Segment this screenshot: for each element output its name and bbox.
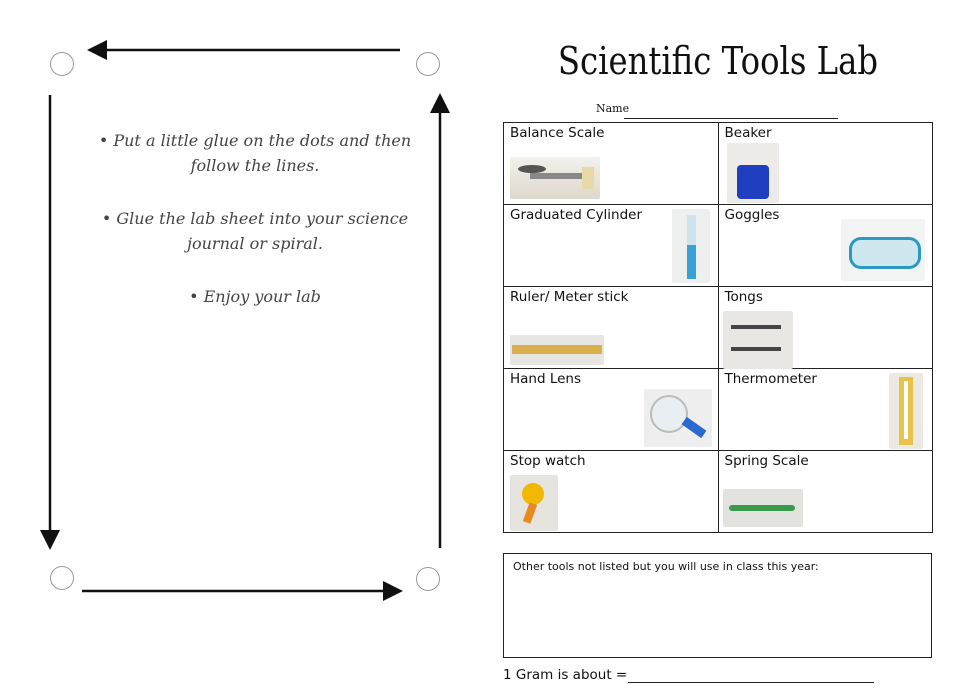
tool-cell: Balance Scale xyxy=(504,123,719,205)
beaker-image xyxy=(727,143,779,203)
name-label: Name xyxy=(596,102,630,115)
gram-answer-field[interactable] xyxy=(628,682,874,683)
stopwatch-image xyxy=(510,475,558,531)
instruction-item: • Enjoy your lab xyxy=(189,287,321,306)
tools-table xyxy=(503,122,933,533)
tool-cell: Tongs xyxy=(718,287,933,369)
tool-cell: Ruler/ Meter stick xyxy=(504,287,719,369)
instruction-item: • Put a little glue on the dots and then follow the lines. xyxy=(98,131,412,175)
tool-cell: Stop watch xyxy=(504,451,719,533)
tool-cell: Hand Lens xyxy=(504,369,719,451)
tool-cell: Thermometer xyxy=(718,369,933,451)
tool-cell: Graduated Cylinder xyxy=(504,205,719,287)
balance-scale-image xyxy=(510,157,600,199)
spring-scale-image xyxy=(723,489,803,527)
graduated-cylinder-image xyxy=(672,209,710,283)
tool-cell: Spring Scale xyxy=(718,451,933,533)
tongs-image xyxy=(723,311,793,369)
hand-lens-image xyxy=(644,389,712,447)
tool-cell: Goggles xyxy=(718,205,933,287)
tool-cell: Beaker xyxy=(718,123,933,205)
instruction-item: • Glue the lab sheet into your science journal or spiral. xyxy=(101,209,409,253)
other-tools-label: Other tools not listed but you will use in class this year: xyxy=(513,560,819,573)
goggles-image xyxy=(841,219,925,281)
name-field[interactable] xyxy=(624,118,838,119)
gram-label: 1 Gram is about = xyxy=(503,667,628,683)
other-tools-box[interactable] xyxy=(503,553,932,658)
thermometer-image xyxy=(889,373,923,449)
fold-arrows xyxy=(0,0,480,620)
page-title: Scientific Tools Lab xyxy=(557,39,879,83)
ruler-image xyxy=(510,335,604,365)
